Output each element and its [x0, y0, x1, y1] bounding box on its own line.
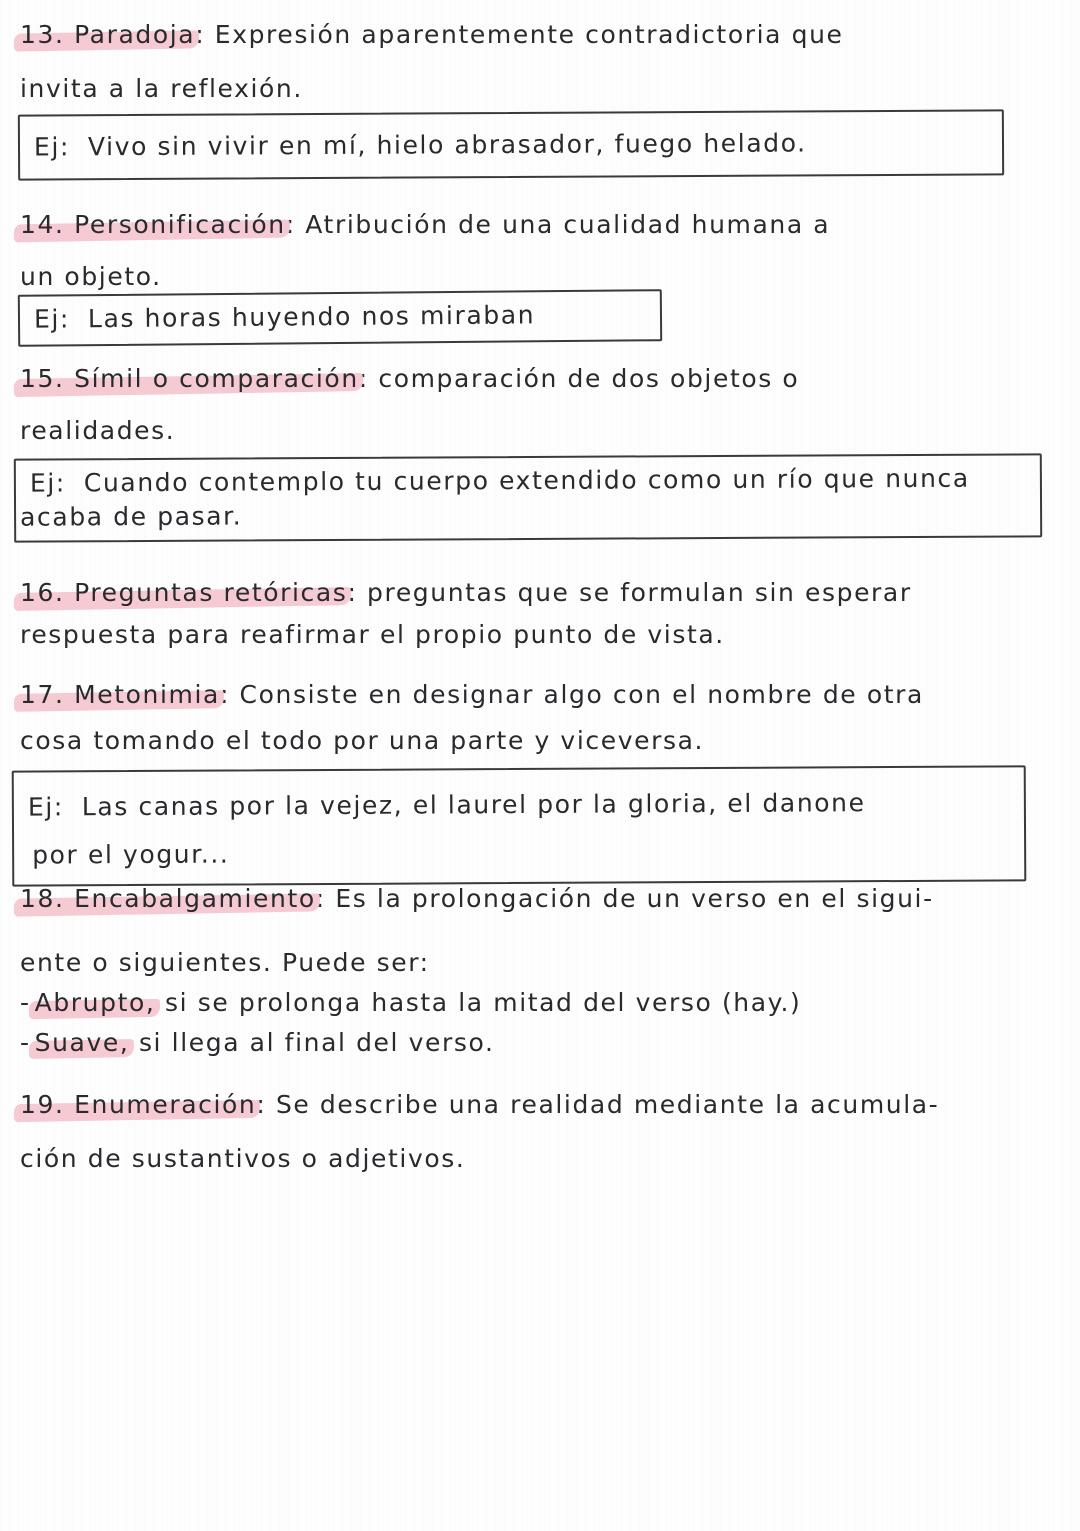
term: Paradoja [74, 20, 196, 49]
term: Símil o comparación [74, 364, 359, 393]
definition-line: 18. Encabalgamiento: Es la prolongación de un verso en el sigui- [20, 882, 934, 916]
term-highlight: 15. Símil o comparación [20, 362, 359, 396]
definition-line: 14. Personificación: Atribución de una cualidad humana a [20, 208, 830, 242]
term: Enumeración [74, 1090, 257, 1119]
definition-line: un objeto. [20, 262, 162, 291]
example-line: Ej: Las canas por la vejez, el laurel por la gloria, el danone [27, 788, 866, 822]
example-label: Ej: [29, 468, 66, 498]
definition-line: 17. Metonimia: Consiste en designar algo con el nombre de otra [20, 678, 924, 712]
sub-term-highlight: Abrupto, [35, 986, 156, 1020]
term-highlight: 19. Enumeración [20, 1088, 256, 1122]
term: Preguntas retóricas [74, 578, 348, 607]
definition-line: 13. Paradoja: Expresión aparentemente contradictoria que [20, 18, 844, 52]
sub-term-highlight: Suave, [35, 1026, 130, 1060]
example-box [18, 109, 1004, 180]
bullet: - [20, 1028, 31, 1057]
term: Metonimia [74, 680, 220, 709]
definition-line: 15. Símil o comparación: comparación de dos objetos o [20, 362, 799, 396]
term-highlight: 18. Encabalgamiento [20, 882, 316, 916]
definition-line: 19. Enumeración: Se describe una realidad mediante la acumula- [20, 1088, 939, 1122]
definition-line: cosa tomando el todo por una parte y viceversa. [20, 726, 705, 755]
example-line: acaba de pasar. [20, 501, 243, 532]
example-line: Ej: Vivo sin vivir en mí, hielo abrasador, fuego helado. [33, 128, 807, 162]
example-line: por el yogur... [32, 839, 230, 870]
example-label: Ej: [27, 792, 64, 822]
definition-line: realidades. [20, 416, 176, 445]
term-highlight: 16. Preguntas retóricas [20, 576, 347, 610]
example-box [18, 289, 662, 347]
example-box [12, 765, 1027, 886]
term: Encabalgamiento [74, 884, 316, 913]
definition-line: respuesta para reafirmar el propio punto de vista. [20, 620, 725, 649]
bullet: - [20, 988, 31, 1017]
term-highlight: 14. Personificación [20, 208, 286, 242]
term-highlight: 17. Metonimia [20, 678, 220, 712]
definition-line: ente o siguientes. Puede ser: [20, 948, 430, 977]
term: Personificación [74, 210, 286, 239]
definition-line: ción de sustantivos o adjetivos. [20, 1144, 466, 1173]
definition-line: 16. Preguntas retóricas: preguntas que se formulan sin esperar [20, 576, 912, 610]
example-box [14, 453, 1042, 542]
sub-item-suave: - Suave, si llega al final del verso. [20, 1026, 495, 1060]
example-label: Ej: [33, 132, 71, 162]
example-line: Ej: Las horas huyendo nos miraban [33, 300, 536, 334]
definition-line: invita a la reflexión. [20, 74, 303, 103]
sub-item-abrupto: - Abrupto, si se prolonga hasta la mitad del verso (hay.) [20, 986, 801, 1020]
term-highlight: 13. Paradoja [20, 18, 195, 52]
example-label: Ej: [33, 304, 71, 334]
example-line: Ej: Cuando contemplo tu cuerpo extendido como un río que nunca [29, 463, 970, 498]
